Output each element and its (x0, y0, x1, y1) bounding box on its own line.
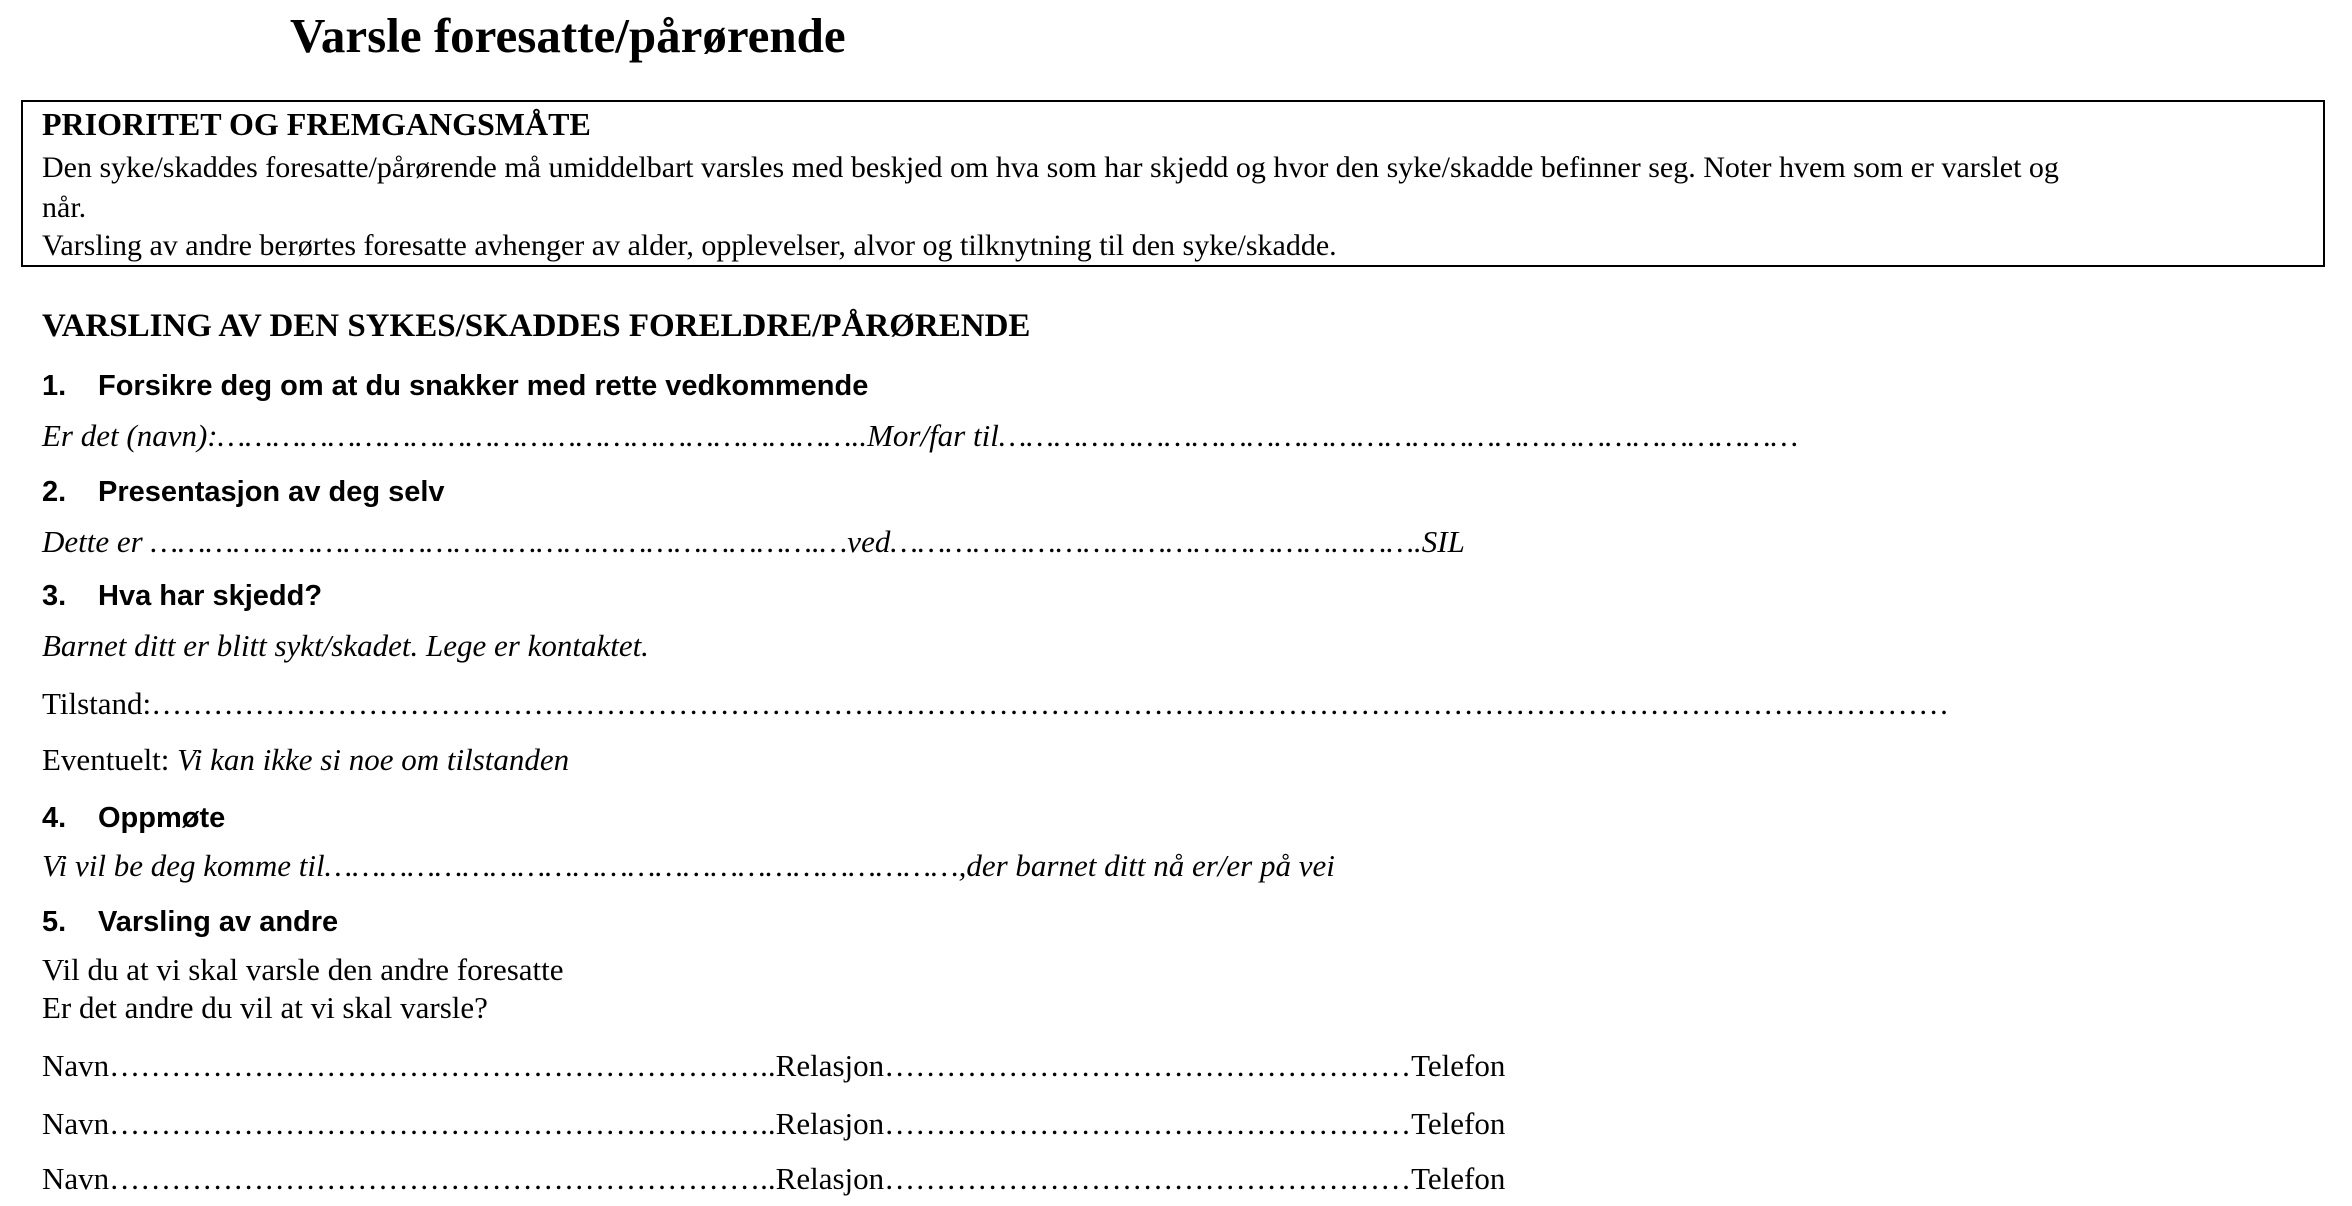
priority-heading: PRIORITET OG FREMGANGSMÅTE (42, 106, 591, 142)
step-3-text: Barnet ditt er blitt sykt/skadet. Lege er kontaktet. (42, 628, 649, 663)
tilstand-line: Tilstand:………………………………………………………………………………………………………………………………………………………… (42, 686, 1950, 721)
step-1-form-line: Er det (navn):……………………………………………………………..Mor/far til…………………………………………………………………………… (42, 418, 1799, 453)
step-title: Varsling av andre (98, 906, 339, 938)
contact-row: Navn………………………………………………………..Relasjon……………………………………………Telefon (42, 1106, 1506, 1141)
eventuelt-label: Eventuelt: (42, 742, 178, 777)
document-title: Varsle foresatte/pårørende (290, 8, 846, 63)
step-3-heading (42, 582, 322, 611)
contact-row: Navn………………………………………………………..Relasjon……………………………………………Telefon (42, 1048, 1506, 1083)
contact-row: Navn………………………………………………………..Relasjon……………………………………………Telefon (42, 1161, 1506, 1196)
step-2-heading (42, 478, 445, 507)
step-title: Forsikre deg om at du snakker med rette vedkommende (98, 370, 869, 402)
step-1-heading (42, 372, 868, 401)
priority-text-line-1: Den syke/skaddes foresatte/pårørende må umiddelbart varsles med beskjed om hva som har skjedd og hvor den syke/skadde befinner seg. Noter hvem som er varslet og (42, 151, 2059, 184)
step-number: 3. (42, 580, 67, 612)
step-5-text-line-2: Er det andre du vil at vi skal varsle? (42, 990, 488, 1025)
step-4-form-line: Vi vil be deg komme til……………………………………………………………,der barnet ditt nå er/er på vei (42, 848, 1335, 883)
priority-text-line-2: når. (42, 191, 87, 224)
step-5-heading (42, 908, 338, 937)
step-number: 2. (42, 476, 67, 508)
eventuelt-line (42, 744, 569, 775)
step-4-heading (42, 804, 225, 833)
step-title: Oppmøte (98, 802, 226, 834)
step-number: 4. (42, 802, 67, 834)
section-heading: VARSLING AV DEN SYKES/SKADDES FORELDRE/PÅRØRENDE (42, 308, 1031, 344)
step-5-text-line-1: Vil du at vi skal varsle den andre foresatte (42, 952, 564, 987)
step-number: 5. (42, 906, 67, 938)
eventuelt-text: Vi kan ikke si noe om tilstanden (177, 742, 570, 777)
step-number: 1. (42, 370, 67, 402)
priority-text-line-3: Varsling av andre berørtes foresatte avhenger av alder, opplevelser, alvor og tilknytning til den syke/skadde. (42, 229, 1337, 262)
step-title: Hva har skjedd? (98, 580, 323, 612)
step-title: Presentasjon av deg selv (98, 476, 445, 508)
step-2-form-line: Dette er ……………………………………………………………….…ved………………………………………………….SIL (42, 524, 1465, 559)
